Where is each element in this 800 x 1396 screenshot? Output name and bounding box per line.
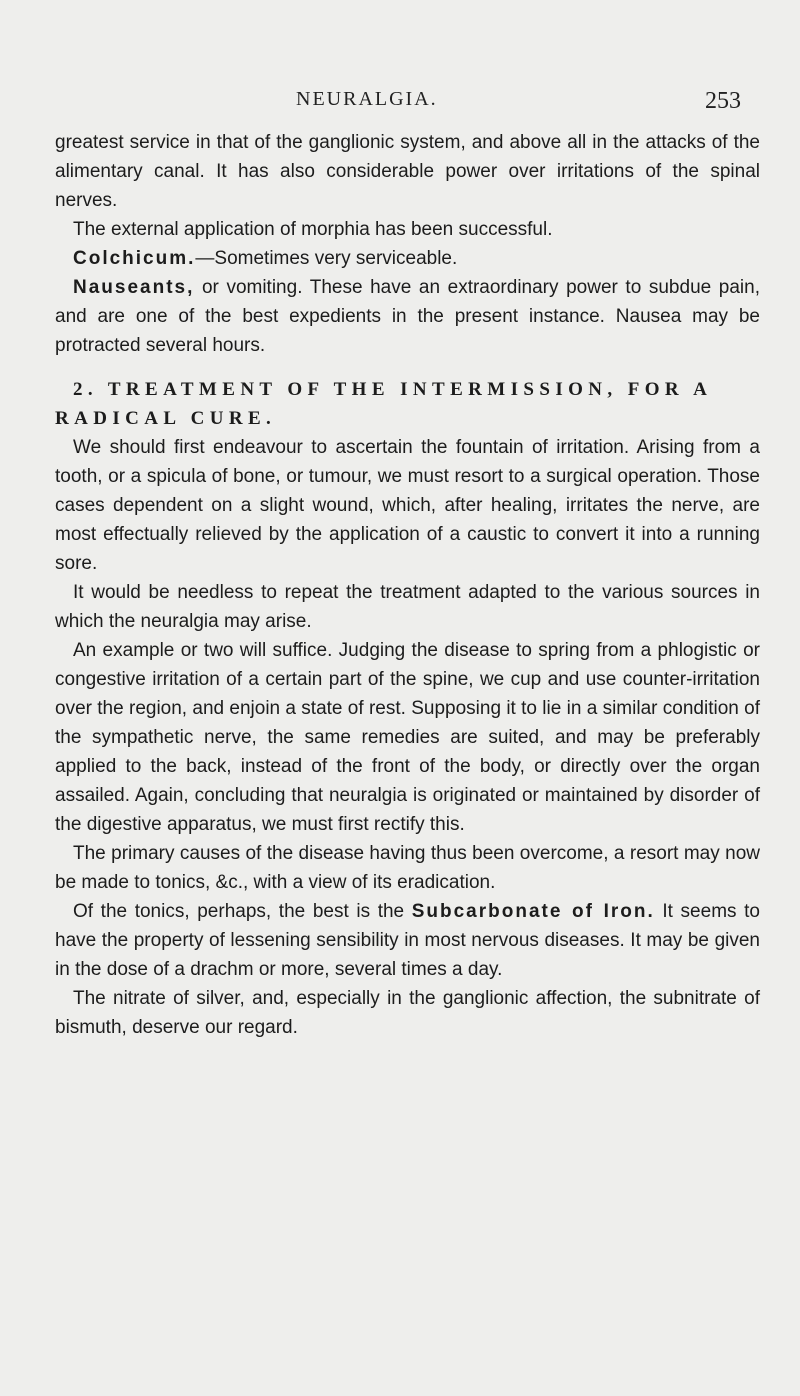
- paragraph-colchicum: [55, 244, 760, 273]
- paragraph-nauseants: [55, 273, 760, 360]
- page-number: 253: [705, 88, 741, 114]
- section-heading: 2. TREATMENT OF THE INTERMISSION, FOR A RADICAL CURE.: [55, 379, 712, 429]
- term-nauseants: Nauseants,: [73, 277, 195, 298]
- paragraph-10: The nitrate of silver, and, especially in the ganglionic affection, the subnitrate of bismuth, deserve our regard.: [55, 988, 760, 1038]
- colchicum-text: —Sometimes very serviceable.: [195, 248, 458, 269]
- term-subcarbonate-of-iron: Subcarbonate of Iron.: [411, 901, 655, 922]
- body-text: [55, 128, 760, 1042]
- paragraph-iron: [55, 897, 760, 984]
- paragraph-1: greatest service in that of the ganglionic system, and above all in the attacks of the alimentary canal. It has also considerable power over irritations of the spinal nerves.: [55, 132, 760, 211]
- paragraph-7: An example or two will suffice. Judging the disease to spring from a phlogistic or congestive irritation of a certain part of the spine, we cup and use counter-irritation over the region, and enjoin a state of rest. Supposing it to lie in a similar condition of the sympathetic nerve, the same remedies are suited, and may be preferably applied to the back, instead of the front of the body, or directly over the organ assailed. Again, concluding that neuralgia is originated or maintained by disorder of the digestive apparatus, we must first rectify this.: [55, 640, 760, 835]
- running-title: NEURALGIA.: [296, 88, 438, 110]
- paragraph-8: The primary causes of the disease having thus been overcome, a resort may now be made to tonics, &c., with a view of its eradication.: [55, 843, 760, 893]
- iron-text-rest: It seems to have the property of lessening sensibility in most nervous diseases. It may be given in the dose of a drachm or more, several times a day.: [55, 901, 760, 980]
- nauseants-text: or vomiting. These have an extraordinary power to subdue pain, and are one of the best expedients in the present instance. Nausea may be protracted several hours.: [55, 277, 760, 356]
- paragraph-5: We should first endeavour to ascertain the fountain of irritation. Arising from a tooth, or a spicula of bone, or tumour, we must resort to a surgical operation. Those cases dependent on a slight wound, which, after healing, irritates the nerve, are most effectually relieved by the application of a caustic to convert it into a running sore.: [55, 437, 760, 574]
- term-colchicum: Colchicum.: [73, 248, 196, 269]
- iron-text-pre: Of the tonics, perhaps, the best is the: [73, 901, 412, 922]
- paragraph-2: The external application of morphia has been successful.: [73, 219, 553, 240]
- paragraph-6: It would be needless to repeat the treatment adapted to the various sources in which the neuralgia may arise.: [55, 582, 760, 632]
